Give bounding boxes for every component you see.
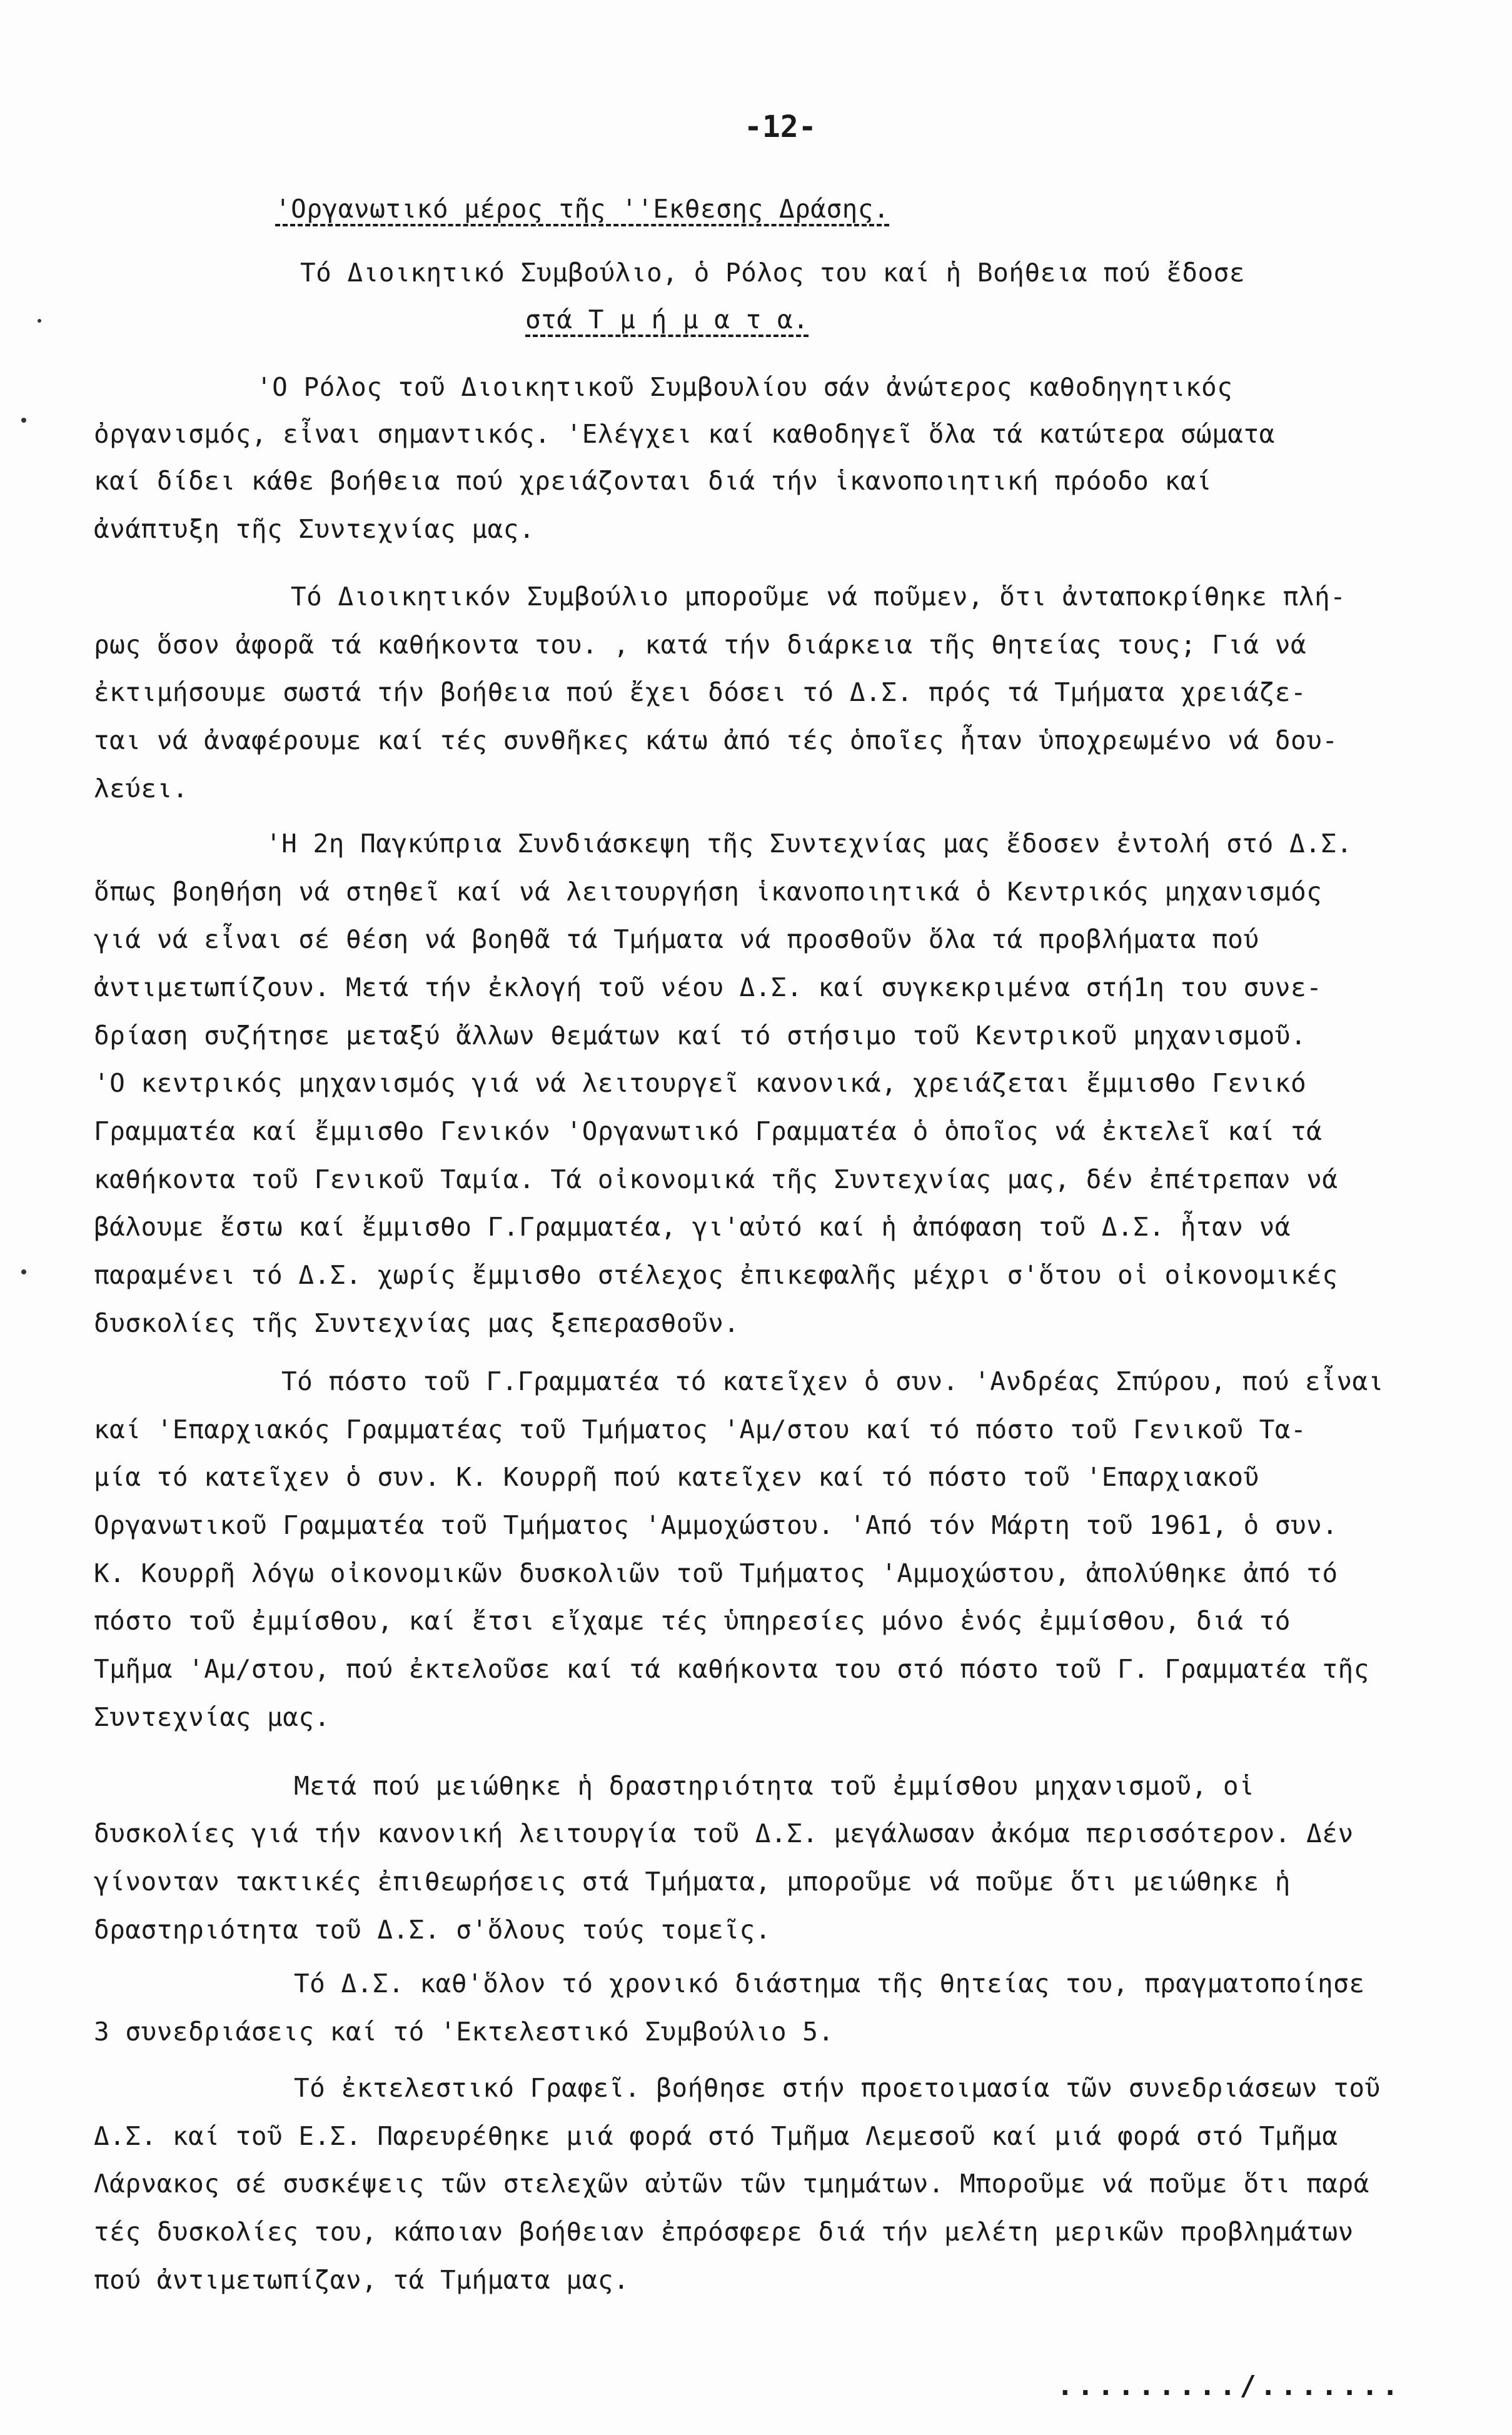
text-line: Γραμματέα καί ἔμμισθο Γενικόν 'Οργανωτικό Γραμματέα ὁ ὁποῖος νά ἐκτελεῖ καί τά [94, 1116, 1323, 1146]
text-line: παραμένει τό Δ.Σ. χωρίς ἔμμισθο στέλεχος ἐπικεφαλῆς μέχρι σ'ὅτου οἱ οἰκονομικές [94, 1260, 1338, 1290]
text-line: Τό ἐκτελεστικό Γραφεῖ. βοήθησε στήν προετοιμασία τῶν συνεδριάσεων τοῦ [294, 2073, 1381, 2103]
text-line: Οργανωτικοῦ Γραμματέα τοῦ Τμήματος 'Αμμοχώστου. 'Από τόν Μάρτη τοῦ 1961, ὁ συν. [94, 1510, 1338, 1540]
text-line: τές δυσκολίες του, κάποιαν βοήθειαν ἐπρόσφερε διά τήν μελέτη μερικῶν προβλημάτων [94, 2217, 1354, 2247]
scan-speck [21, 418, 26, 423]
text-line: ἀντιμετωπίζουν. Μετά τήν ἐκλογή τοῦ νέου Δ.Σ. καί συγκεκριμένα στή1η του συνε- [94, 972, 1323, 1002]
text-line: δρίαση συζήτησε μεταξύ ἄλλων θεμάτων καί τό στήσιμο τοῦ Κεντρικοῦ μηχανισμοῦ. [94, 1021, 1307, 1051]
scan-speck [21, 1269, 26, 1274]
text-line: καθήκοντα τοῦ Γενικοῦ Ταμία. Τά οἰκονομικά τῆς Συντεχνίας μας, δέν ἐπέτρεπαν νά [94, 1164, 1338, 1194]
text-line: ἐκτιμήσουμε σωστά τήν βοήθεια πού ἔχει δόσει τό Δ.Σ. πρός τά Τμήματα χρειάζε- [94, 677, 1307, 707]
text-line: 'Ο κεντρικός μηχανισμός γιά νά λειτουργεῖ κανονικά, χρειάζεται ἔμμισθο Γενικό [94, 1068, 1307, 1098]
text-line: ται νά ἀναφέρουμε καί τές συνθῆκες κάτω ἀπό τές ὁποῖες ἦταν ὑποχρεωμένο νά δου- [94, 725, 1338, 755]
text-line: καί δίδει κάθε βοήθεια πού χρειάζονται διά τήν ἱκανοποιητική πρόοδο καί [94, 466, 1212, 496]
text-line: ὀργανισμός, εἶναι σημαντικός. 'Ελέγχει καί καθοδηγεῖ ὅλα τά κατώτερα σώματα [94, 419, 1275, 449]
text-line: 'Η 2η Παγκύπρια Συνδιάσκεψη τῆς Συντεχνίας μας ἔδοσεν ἐντολή στό Δ.Σ. [266, 829, 1353, 859]
text-line: γιά νά εἶναι σέ θέση νά βοηθᾶ τά Τμήματα νά προσθοῦν ὅλα τά προβλήματα πού [94, 924, 1259, 954]
subheading-line-2: στά Τ μ ή μ α τ α. [525, 305, 809, 335]
text-line: Κ. Κουρρῆ λόγω οἰκονομικῶν δυσκολιῶν τοῦ Τμήματος 'Αμμοχώστου, ἀπολύθηκε ἀπό τό [94, 1558, 1338, 1588]
text-line: γίνονταν τακτικές ἐπιθεωρήσεις στά Τμήματα, μποροῦμε νά ποῦμε ὅτι μειώθηκε ἡ [94, 1867, 1291, 1897]
text-line: Δ.Σ. καί τοῦ Ε.Σ. Παρευρέθηκε μιά φορά στό Τμῆμα Λεμεσοῦ καί μιά φορά στό Τμῆμα [94, 2121, 1338, 2151]
text-line: Μετά πού μειώθηκε ἡ δραστηριότητα τοῦ ἐμμίσθου μηχανισμοῦ, οἱ [294, 1771, 1255, 1801]
subheading-line-1: Τό Διοικητικό Συμβούλιο, ὁ Ρόλος του καί ἡ Βοήθεια πού ἔδοσε [300, 258, 1246, 288]
text-line: πόστο τοῦ ἐμμίσθου, καί ἔτσι εἴχαμε τές ὑπηρεσίες μόνο ἑνός ἐμμίσθου, διά τό [94, 1606, 1291, 1636]
text-line: λεύει. [94, 774, 189, 804]
text-line: Τό Δ.Σ. καθ'ὅλον τό χρονικό διάστημα τῆς θητείας του, πραγματοποίησε [294, 1969, 1365, 1999]
text-line: μία τό κατεῖχεν ὁ συν. Κ. Κουρρῆ πού κατεῖχεν καί τό πόστο τοῦ 'Επαρχιακοῦ [94, 1462, 1259, 1492]
text-line: πού ἀντιμετωπίζαν, τά Τμήματα μας. [94, 2265, 630, 2295]
scan-speck [38, 319, 41, 323]
continuation-mark: ........./....... [1057, 2370, 1403, 2402]
text-line: δυσκολίες γιά τήν κανονική λειτουργία τοῦ Δ.Σ. μεγάλωσαν ἀκόμα περισσότερον. Δέν [94, 1818, 1354, 1848]
text-line: Τό Διοικητικόν Συμβούλιο μποροῦμε νά ποῦμεν, ὅτι ἀνταποκρίθηκε πλή- [291, 582, 1346, 612]
text-line: 3 συνεδριάσεις καί τό 'Εκτελεστικό Συμβούλιο 5. [94, 2017, 834, 2047]
text-line: 'Ο Ρόλος τοῦ Διοικητικοῦ Συμβουλίου σάν ἀνώτερος καθοδηγητικός [256, 372, 1233, 402]
text-line: δραστηριότητα τοῦ Δ.Σ. σ'ὅλους τούς τομεῖς. [94, 1915, 771, 1945]
text-line: καί 'Επαρχιακός Γραμματέας τοῦ Τμήματος 'Αμ/στου καί τό πόστο τοῦ Γενικοῦ Τα- [94, 1414, 1307, 1444]
text-line: Τό πόστο τοῦ Γ.Γραμματέα τό κατεῖχεν ὁ συν. 'Ανδρέας Σπύρου, πού εἶναι [281, 1366, 1384, 1396]
text-line: ἀνάπτυξη τῆς Συντεχνίας μας. [94, 514, 535, 544]
text-line: ὅπως βοηθήση νά στηθεῖ καί νά λειτουργήση ἱκανοποιητικά ὁ Κεντρικός μηχανισμός [94, 877, 1323, 907]
text-line: βάλουμε ἔστω καί ἔμμισθο Γ.Γραμματέα, γι'αὐτό καί ἡ ἀπόφαση τοῦ Δ.Σ. ἦταν νά [94, 1212, 1291, 1242]
text-line: δυσκολίες τῆς Συντεχνίας μας ξεπερασθοῦν. [94, 1308, 740, 1338]
text-line: Τμῆμα 'Αμ/στου, πού ἐκτελοῦσε καί τά καθήκοντα του στό πόστο τοῦ Γ. Γραμματέα τῆς [94, 1654, 1369, 1684]
text-line: Συντεχνίας μας. [94, 1702, 330, 1732]
text-line: ρως ὅσον ἀφορᾶ τά καθήκοντα του. , κατά τήν διάρκεια τῆς θητείας τους; Γιά νά [94, 630, 1307, 660]
text-line: Λάρνακος σέ συσκέψεις τῶν στελεχῶν αὐτῶν τῶν τμημάτων. Μποροῦμε νά ποῦμε ὅτι παρά [94, 2169, 1369, 2199]
page-number: -12- [744, 109, 817, 144]
section-heading: 'Οργανωτικό μέρος τῆς ''Εκθεσης Δράσης. [275, 194, 890, 224]
